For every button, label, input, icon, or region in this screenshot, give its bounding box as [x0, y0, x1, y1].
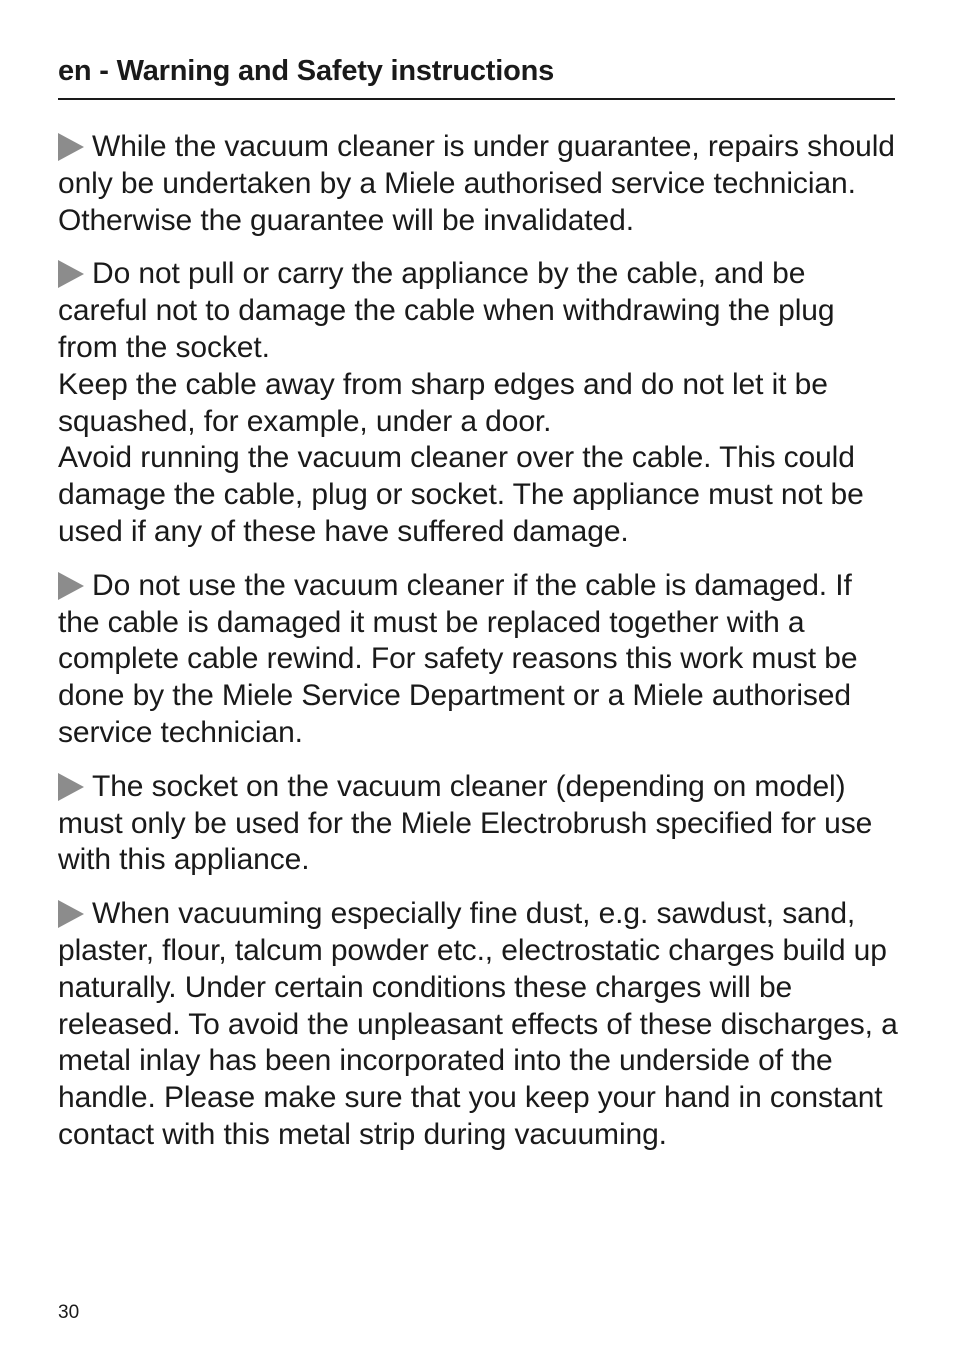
instruction-text: Do not use the vacuum cleaner if the cable is damaged. If the cable is damaged it must be replaced together with a complete cable rewind. For safety reasons this work must be done by the Miele Service Department or a Miele authorised service technician. [58, 568, 858, 749]
instruction-paragraph [58, 769, 898, 879]
triangle-bullet-icon [58, 572, 84, 600]
instruction-item [58, 568, 898, 752]
instruction-item [58, 896, 898, 1154]
instruction-item [58, 129, 898, 239]
instruction-text: When vacuuming especially fine dust, e.g. sawdust, sand, plaster, flour, talcum powder etc., electrostatic charges build up naturally. Under certain conditions these charges will be released. To avoid the unpleasant effects of these discharges, a metal inlay has been incorporated into the underside of the handle. Please make sure that you keep your hand in constant contact with this metal strip during vacuuming. [58, 897, 898, 1151]
instruction-text: Avoid running the vacuum cleaner over the cable. This could damage the cable, plug or socket. The appliance must not be used if any of these have suffered damage. [58, 441, 864, 548]
instruction-text: While the vacuum cleaner is under guarantee, repairs should only be undertaken by a Miele authorised service technician. Otherwise the guarantee will be invalidated. [58, 130, 895, 237]
page-title: en - Warning and Safety instructions [58, 55, 555, 87]
page-number: 30 [58, 1302, 80, 1323]
instruction-text: The socket on the vacuum cleaner (depending on model) must only be used for the Miele Electrobrush specified for use with this appliance. [58, 769, 873, 877]
instructions-list [58, 129, 898, 1171]
instruction-item [58, 256, 898, 550]
triangle-bullet-icon [58, 900, 84, 928]
triangle-bullet-icon [58, 260, 84, 288]
instruction-paragraph [58, 896, 898, 1154]
instruction-text: Do not pull or carry the appliance by the cable, and be careful not to damage the cable when withdrawing the plug from the socket. [58, 257, 835, 364]
instruction-paragraph [58, 568, 898, 752]
instruction-paragraph [58, 367, 898, 441]
triangle-bullet-icon [58, 773, 84, 801]
instruction-paragraph [58, 440, 898, 550]
page-header [58, 52, 895, 100]
triangle-bullet-icon [58, 133, 84, 161]
instruction-item [58, 769, 898, 879]
instruction-paragraph [58, 129, 898, 239]
instruction-text: Keep the cable away from sharp edges and do not let it be squashed, for example, under a door. [58, 367, 828, 438]
instruction-paragraph [58, 256, 898, 366]
